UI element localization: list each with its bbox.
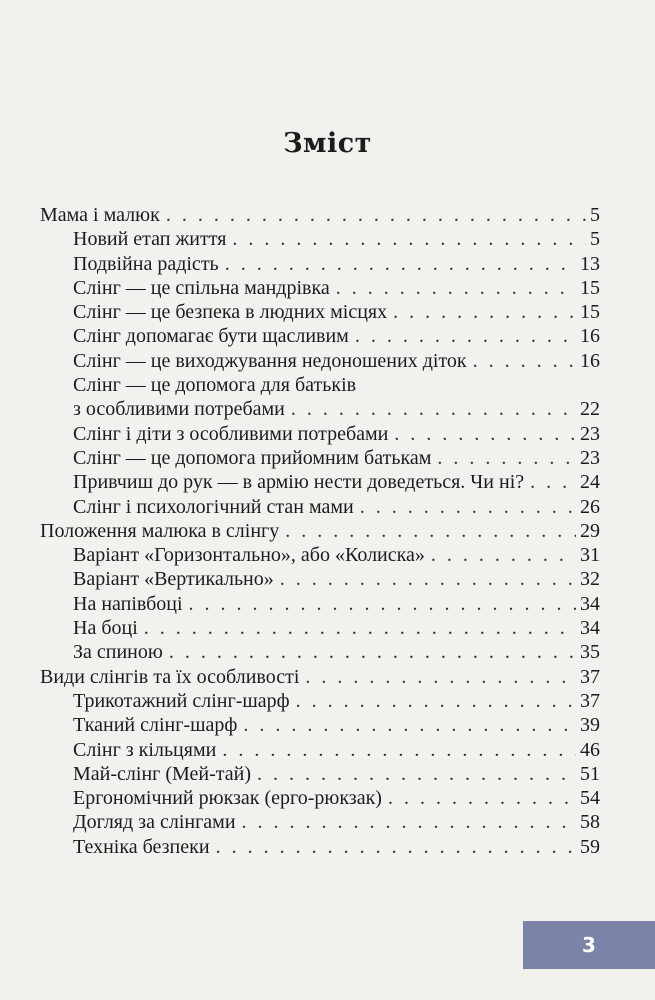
toc-entry-title: На напівбоці [73, 592, 183, 615]
dot-leader [216, 835, 576, 859]
toc-entry [40, 324, 600, 348]
toc-entry-page: 51 [580, 762, 600, 785]
toc-entry-title: Слінг — це виходжування недоношених діток [73, 349, 467, 372]
toc-entry [40, 616, 600, 640]
toc-entry-page: 16 [580, 349, 600, 372]
toc-entry-page: 5 [590, 204, 600, 226]
toc-entry-page: 58 [580, 811, 600, 834]
toc-entry-page: 29 [580, 519, 600, 542]
dot-leader [530, 470, 576, 494]
toc-entry-title: Слінг допомагає бути щасливим [73, 325, 349, 348]
toc-entry-title: Догляд за слінгами [73, 811, 236, 834]
toc-entry-page: 37 [580, 689, 600, 712]
dot-leader [355, 324, 576, 348]
toc-entry-title: з особливими потребами [73, 398, 285, 421]
toc-entry-page: 31 [580, 544, 600, 567]
dot-leader [285, 519, 576, 543]
dot-leader [225, 252, 576, 276]
dot-leader [336, 276, 576, 300]
toc-entry [40, 810, 600, 834]
toc-entry-title: Слінг — це допомога прийомним батькам [73, 446, 432, 469]
toc-entry [40, 762, 600, 786]
toc-entry-title: Слінг і діти з особливими потребами [73, 422, 389, 445]
dot-leader [242, 810, 576, 834]
toc-entry-page: 39 [580, 714, 600, 737]
toc-entry-page: 32 [580, 568, 600, 591]
toc-entry [40, 835, 600, 859]
toc-entry [40, 397, 600, 421]
toc-entry [40, 738, 600, 762]
page-number-tab [523, 921, 655, 969]
toc-entry-page: 59 [580, 835, 600, 858]
toc-entry-title: Тканий слінг-шарф [73, 714, 238, 737]
toc-entry [40, 349, 600, 373]
toc-entry-title: Слінг — це безпека в людних місцях [73, 301, 388, 324]
toc-chapter [40, 665, 600, 689]
toc-entry [40, 300, 600, 324]
dot-leader [473, 349, 576, 373]
toc-entry-title: Слінг — це спільна мандрівка [73, 276, 330, 299]
toc-entry-title: Слінг — це допомога для батьків [73, 374, 357, 397]
toc-entry [40, 713, 600, 737]
toc-entry-title: За спиною [73, 641, 163, 664]
toc-entry-page: 15 [580, 276, 600, 299]
dot-leader [431, 543, 576, 567]
toc-entry-page: 5 [590, 228, 600, 251]
dot-leader [296, 689, 576, 713]
toc-entry-title: Ергономічний рюкзак (ерго-рюкзак) [73, 787, 382, 810]
toc-entry-title: Варіант «Вертикально» [73, 568, 274, 591]
toc-chapter [40, 519, 600, 543]
toc-entry-page: 16 [580, 325, 600, 348]
toc-entry-title: Трикотажний слінг-шарф [73, 689, 290, 712]
toc-entry-title: Положення малюка в слінгу [40, 519, 280, 542]
toc-entry-title: Варіант «Горизонтально», або «Колиска» [73, 544, 425, 567]
toc-entry [40, 543, 600, 567]
dot-leader [291, 397, 576, 421]
toc-entry [40, 592, 600, 616]
dot-leader [305, 665, 576, 689]
toc-entry-page: 35 [580, 641, 600, 664]
dot-leader [243, 713, 576, 737]
toc-chapter [40, 203, 600, 227]
toc-entry-page: 26 [580, 495, 600, 518]
toc-entry-title: Новий етап життя [73, 228, 227, 251]
toc-entry-title: Май-слінг (Мей-тай) [73, 762, 251, 785]
toc-entry-title: Слінг з кільцями [73, 738, 217, 761]
toc-entry [40, 422, 600, 446]
dot-leader [388, 786, 576, 810]
toc-entry-title: Слінг і психологічний стан мами [73, 495, 354, 518]
toc-entry [40, 495, 600, 519]
toc-entry-page: 13 [580, 252, 600, 275]
dot-leader [222, 738, 576, 762]
dot-leader [394, 422, 576, 446]
dot-leader [257, 762, 576, 786]
page-number: 3 [582, 933, 596, 957]
toc-entry [40, 470, 600, 494]
dot-leader [360, 495, 576, 519]
table-of-contents [40, 203, 600, 859]
toc-entry [40, 567, 600, 591]
toc-entry-title: На боці [73, 617, 138, 640]
dot-leader [189, 592, 576, 616]
toc-entry-page: 37 [580, 665, 600, 688]
toc-entry [40, 227, 600, 251]
toc-entry [40, 373, 600, 397]
toc-entry [40, 276, 600, 300]
toc-entry [40, 640, 600, 664]
toc-entry [40, 689, 600, 713]
dot-leader [280, 567, 576, 591]
dot-leader [437, 446, 576, 470]
dot-leader [144, 616, 576, 640]
toc-entry [40, 786, 600, 810]
dot-leader [393, 300, 576, 324]
toc-entry-page: 22 [580, 398, 600, 421]
toc-entry-page: 23 [580, 422, 600, 445]
toc-entry-title: Техніка безпеки [73, 835, 210, 858]
dot-leader [232, 227, 586, 251]
toc-entry-page: 24 [580, 471, 600, 494]
dot-leader [166, 203, 586, 227]
toc-entry-title: Види слінгів та їх особливості [40, 665, 300, 688]
toc-entry-title: Мама і малюк [40, 204, 160, 226]
toc-entry-page: 23 [580, 446, 600, 469]
toc-entry-title: Подвійна радість [73, 252, 219, 275]
toc-entry [40, 252, 600, 276]
toc-entry-title: Привчиш до рук — в армію нести доведеться. Чи ні? [73, 471, 525, 494]
toc-entry-page: 34 [580, 592, 600, 615]
toc-entry-page: 46 [580, 738, 600, 761]
toc-entry-page: 15 [580, 301, 600, 324]
toc-entry-page: 34 [580, 617, 600, 640]
toc-entry-page: 54 [580, 787, 600, 810]
dot-leader [169, 640, 576, 664]
page-title: Зміст [283, 128, 372, 159]
toc-entry [40, 446, 600, 470]
